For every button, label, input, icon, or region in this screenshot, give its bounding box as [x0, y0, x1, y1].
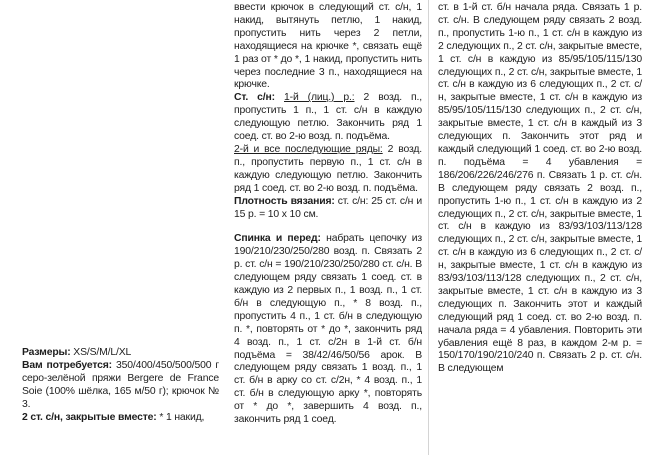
dc-row2-text: 2 возд. п., пропустить первую п., 1 ст. с/н в каждую следующую петлю. Закончить ряд 1 соед. ст. во 2-ю возд. п. подъёма.: [234, 143, 422, 194]
dc-label: Ст. с/н:: [234, 92, 284, 104]
materials-label: Вам потребуется:: [22, 359, 112, 371]
sizes-paragraph: [22, 347, 219, 360]
stitch-definition-value: * 1 накид,: [156, 411, 205, 423]
sizes-value: XS/S/M/L/XL: [70, 347, 132, 358]
dc-row1-text: 2 возд. п., пропустить 1 п., 1 ст. с/н в каждую следующую петлю. Закончить ряд 1 соед. ст. во 2-ю возд. п. подъёма.: [234, 92, 422, 143]
dc-row1-heading: 1-й (лиц.) р.:: [284, 92, 355, 104]
materials-paragraph: [22, 360, 219, 412]
column-divider: [428, 0, 429, 455]
back-front-paragraph: [234, 233, 422, 427]
sizes-label: Размеры:: [22, 347, 71, 358]
gauge-text: ст. с/н: 25 ст. с/н и 15 р. = 10 х 10 см.: [234, 195, 422, 220]
right-column: [438, 2, 642, 376]
section-gap: [234, 221, 422, 233]
materials-value: 350/400/450/500/500 г серо-зелёной пряжи Bergere de France Soie (100% шёлка, 165 м/50 г); крючок № 3.: [22, 359, 219, 410]
stitch-definition-label: 2 ст. с/н, закрытые вместе:: [22, 411, 157, 423]
stitch-instructions-paragraph: ввести крючок в следующий ст. с/н, 1 накид, вытянуть петлю, 1 накид, пропустить нить через 2 петли, находящиеся на крючке *, связать ещё 1 раз от * до *, 1 накид, пропустить нить через последние 3 п., находящиеся на крючке.: [234, 2, 422, 91]
stitch-definition-paragraph: [22, 412, 219, 425]
dc-row2-heading: 2-й и все последующие ряды:: [234, 143, 383, 155]
back-front-text: набрать цепочку из 190/210/230/250/280 возд. п. Связать 2 р. ст. с/н = 190/210/230/250/280 ст. с/н. В следующем ряду связать 1 соед. ст. в каждую из 2 первых п., 1 возд. п., 1 ст. б/н в следующую п., * 8 возд. п., пропустить 4 п., 1 ст. б/н в следующую п. *, повторять от * до *, закончить ряд 4 возд. п., 1 ст. с/2н в 1-й ст. б/н подъёма = 38/42/46/50/56 арок. В следующем ряду связать 1 возд. п., 1 ст. б/н в арку со ст. с/2н, * 4 возд. п., 1 ст. б/н в следующую арку *, повторять от * до *, завершить 4 возд. п., закончить ряд 1 соед.: [234, 233, 422, 426]
gauge-paragraph: [234, 196, 422, 222]
middle-column: [234, 2, 422, 427]
gauge-label: Плотность вязания:: [234, 195, 335, 207]
back-front-label: Спинка и перед:: [234, 233, 321, 245]
dc-row2-paragraph: [234, 144, 422, 196]
back-front-continued-paragraph: ст. в 1-й ст. б/н начала ряда. Связать 1 р. ст. с/н. В следующем ряду связать 2 возд. п., пропустить 1-ю п., 1 ст. с/н в каждую из 2 следующих п., 2 ст. с/н, закрытые вместе, 1 ст. с/н в каждую из 85/95/105/115/130 следующих п., 2 ст. с/н, закрытые вместе, 1 ст. с/н в каждую из 6 следующих п., 2 ст. с/н, закрытые вместе, 1 ст. с/н в каждую из 85/95/105/115/130 следующих п., 2 ст. с/н, закрытые вместе, 1 ст. с/н в каждый из 3 следующих п. Закончить этот ряд и каждый следующий 1 соед. ст. во 2-ю возд. п. подъёма = 4 убавления = 186/206/226/246/276 п. Связать 1 р. ст. с/н. В следующем ряду связать 2 возд. п., пропустить 1-ю п., 1 ст. с/н в каждую из 2 следующих п., 2 ст. с/н, закрытые вместе, 1 ст. с/н в каждую из 83/93/103/113/128 следующих п., 2 ст. с/н, закрытые вместе, 1 ст. с/н в каждую из 6 следующих п., 2 ст. с/н, закрытые вместе, 1 ст. с/н в каждую из 83/93/103/113/128 следующих п., 2 ст. с/н, закрытые вместе, 1 ст. с/н в каждую из 3 следующих п. Закончить этот и каждый следующий ряд 1 соед. ст. во 2-ю возд. п. начала ряда = 4 убавления. Повторить эти убавления ещё 8 раз, в каждом 2-м р. = 150/170/190/210/240 п. Связать 2 р. ст. с/н. В следующем: [438, 2, 642, 375]
left-column: [22, 347, 219, 424]
dc-row1-paragraph: [234, 92, 422, 144]
